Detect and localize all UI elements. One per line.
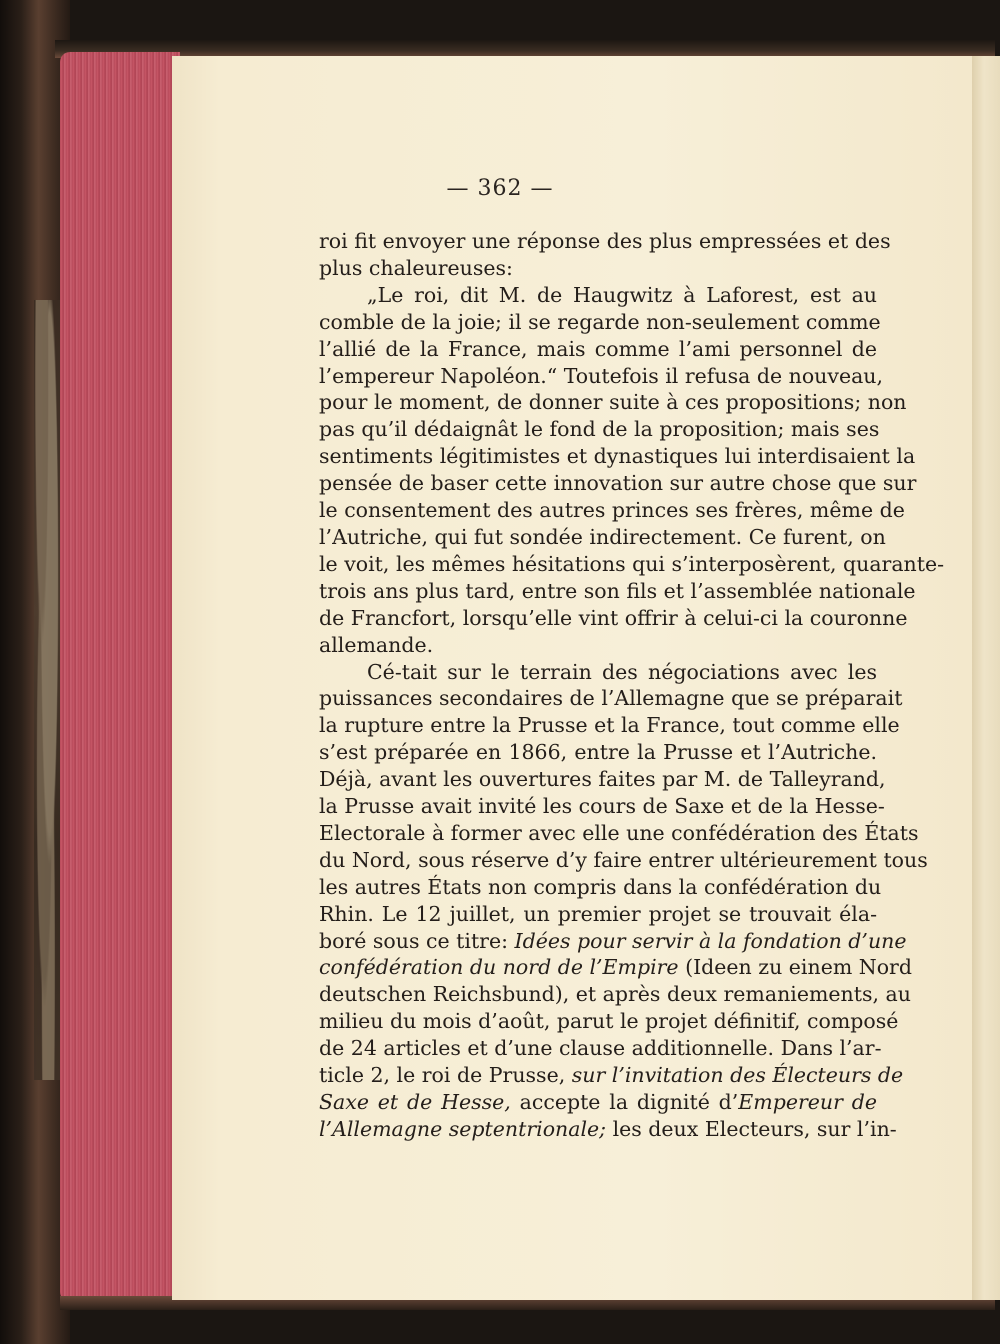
italic-text-segment: Empereur de xyxy=(738,1090,877,1114)
text-line xyxy=(319,443,916,470)
body-text xyxy=(319,228,945,1143)
page-number: — 362 — xyxy=(446,176,554,201)
text-line xyxy=(319,659,877,686)
italic-text-segment: Idées pour servir à la fondation d’une xyxy=(514,928,907,953)
text-segment: puissances secondaires de l’Allemagne que se préparait xyxy=(319,686,903,711)
text-line xyxy=(319,632,877,659)
text-segment: deutschen Reichsbund), et après deux remaniements, au xyxy=(319,982,911,1007)
text-line xyxy=(319,605,908,632)
text-line xyxy=(319,820,919,847)
text-segment: Déjà, avant les ouvertures faites par M. de Talleyrand, xyxy=(319,767,886,792)
text-segment: de Francfort, lorsqu’elle vint offrir à celui-ci la couronne xyxy=(319,605,908,630)
text-line xyxy=(319,336,877,363)
text-line xyxy=(319,685,903,712)
text-line xyxy=(319,470,917,497)
text-line xyxy=(319,739,877,766)
text-segment: s’est préparée en 1866, entre la Prusse et l’Autriche. xyxy=(319,740,877,765)
text-line xyxy=(319,847,928,874)
text-segment: pour le moment, de donner suite à ces propositions; non xyxy=(319,390,907,415)
italic-text-segment: l’Allemagne septentrionale; xyxy=(319,1116,607,1141)
text-line xyxy=(319,793,885,820)
text-line xyxy=(319,1062,904,1089)
text-segment: allemande. xyxy=(319,632,434,657)
text-line xyxy=(319,874,882,901)
text-segment: le consentement des autres princes ses frères, même de xyxy=(319,498,905,523)
text-segment: la Prusse avait invité les cours de Saxe et de la Hesse- xyxy=(319,794,885,819)
text-segment: sentiments légitimistes et dynastiques lui interdisaient la xyxy=(319,444,916,469)
text-line xyxy=(319,981,911,1008)
text-segment: l’Autriche, qui fut sondée indirectement. Ce furent, on xyxy=(319,524,886,549)
text-line xyxy=(319,928,907,955)
text-line xyxy=(319,1089,877,1116)
text-segment: boré sous ce titre: xyxy=(319,928,515,953)
text-segment: milieu du mois d’août, parut le projet définitif, composé xyxy=(319,1009,899,1034)
text-segment: du Nord, sous réserve d’y faire entrer ultérieurement tous xyxy=(319,847,928,872)
italic-text-segment: confédération du nord de l’Empire xyxy=(319,955,679,980)
italic-text-segment: sur l’invitation des Électeurs de xyxy=(571,1063,904,1088)
text-segment: pensée de baser cette innovation sur autre chose que sur xyxy=(319,471,917,496)
text-segment: Electorale à former avec elle une confédération des États xyxy=(319,820,919,845)
text-segment: roi fit envoyer une réponse des plus empressées et des xyxy=(319,229,891,253)
italic-text-segment: Saxe et de Hesse, xyxy=(319,1090,511,1114)
marbled-cover-pattern xyxy=(34,300,60,1080)
text-line xyxy=(319,1035,882,1062)
text-line xyxy=(319,363,884,390)
text-line xyxy=(319,766,886,793)
text-line xyxy=(319,1008,899,1035)
text-segment: trois ans plus tard, entre son fils et l’assemblée nationale xyxy=(319,578,916,603)
text-segment: accepte la dignité d’ xyxy=(510,1090,739,1114)
text-segment: l’empereur Napoléon.“ Toutefois il refusa de nouveau, xyxy=(319,363,884,388)
text-line xyxy=(319,389,907,416)
text-segment: plus chaleureuses: xyxy=(319,255,513,280)
text-segment: le voit, les mêmes hésitations qui s’interposèrent, quarante- xyxy=(319,551,945,576)
text-line xyxy=(319,416,880,443)
text-line xyxy=(319,282,877,309)
text-segment: les deux Electeurs, sur l’in- xyxy=(606,1116,897,1141)
text-line xyxy=(319,228,891,255)
text-segment: (Ideen zu einem Nord xyxy=(678,955,912,980)
text-segment: la rupture entre la Prusse et la France, tout comme elle xyxy=(319,713,900,738)
text-line xyxy=(319,551,945,578)
text-segment: ticle 2, le roi de Prusse, xyxy=(319,1063,572,1088)
text-line xyxy=(319,712,900,739)
text-line xyxy=(319,309,881,336)
text-segment: Rhin. Le 12 juillet, un premier projet se trouvait éla- xyxy=(319,901,877,926)
text-segment: pas qu’il dédaignât le fond de la proposition; mais ses xyxy=(319,417,880,442)
text-line xyxy=(319,1116,897,1143)
text-line xyxy=(319,901,877,928)
text-segment: l’allié de la France, mais comme l’ami personnel de xyxy=(319,336,877,361)
text-segment: „Le roi, dit M. de Haugwitz à Laforest, est au xyxy=(367,282,877,307)
text-line xyxy=(319,524,886,551)
text-segment: les autres États non compris dans la confédération du xyxy=(319,874,882,899)
text-segment: Cé-tait sur le terrain des négociations avec les xyxy=(367,659,877,684)
text-segment: comble de la joie; il se regarde non-seulement comme xyxy=(319,309,881,334)
text-line xyxy=(319,497,905,524)
text-segment: de 24 articles et d’une clause additionnelle. Dans l’ar- xyxy=(319,1036,882,1061)
text-line xyxy=(319,578,916,605)
text-line xyxy=(319,255,877,282)
text-line xyxy=(319,954,912,981)
page-block-edge xyxy=(60,52,180,1302)
facing-page-edge xyxy=(968,56,1000,1300)
